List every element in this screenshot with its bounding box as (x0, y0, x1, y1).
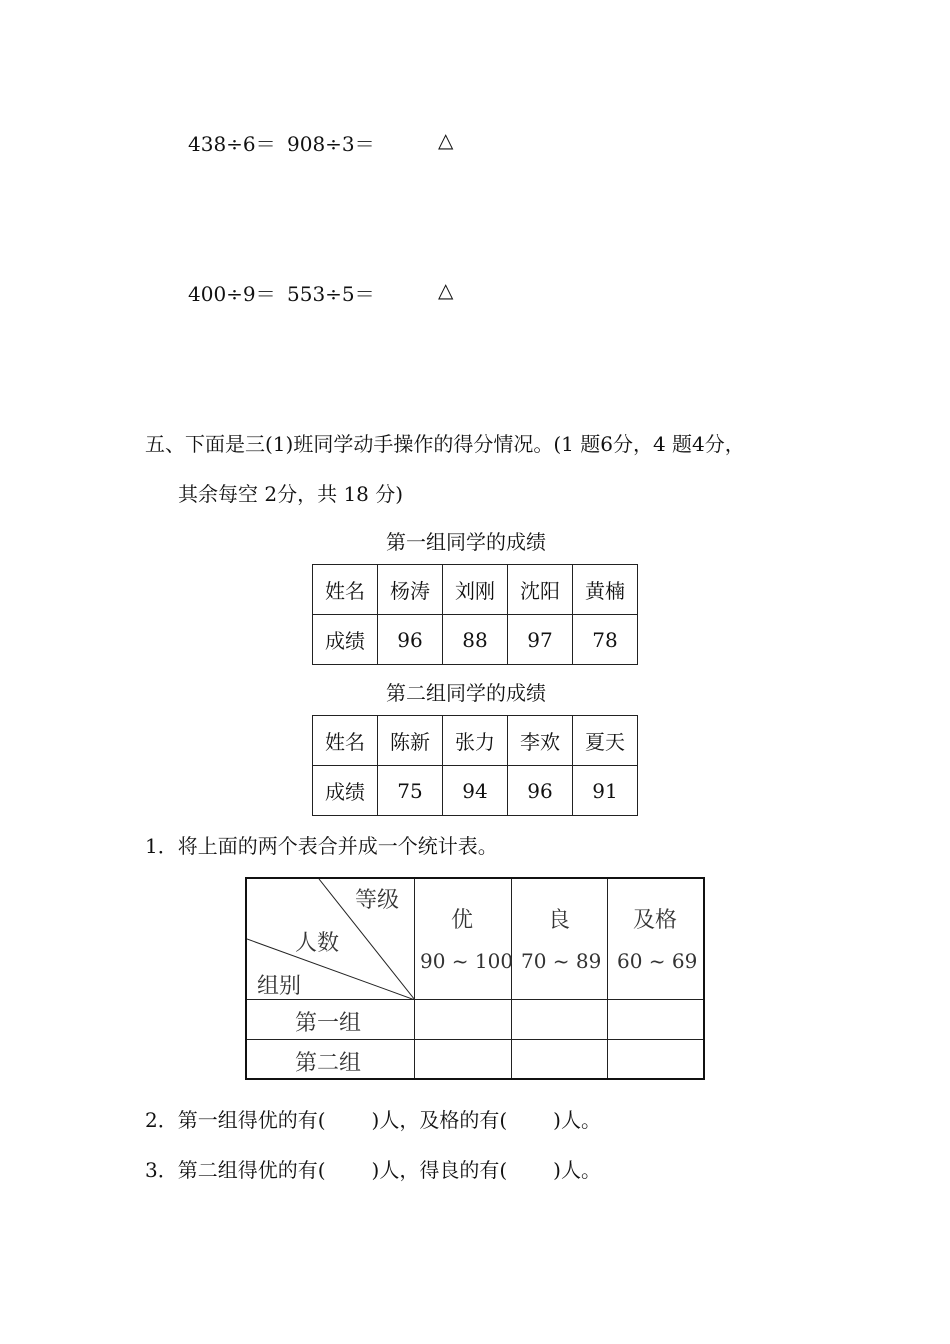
question-3-part2: )人，得良的有( (371, 1158, 508, 1182)
score-header: 成绩 (313, 615, 378, 665)
question-3-part3: )人。 (553, 1158, 601, 1182)
question-1: 1．将上面的两个表合并成一个统计表。 (145, 834, 498, 858)
column-range-excellent: 90 ~ 100 (420, 949, 514, 973)
column-label-good: 良 (548, 908, 571, 933)
student-name: 夏天 (573, 716, 638, 766)
student-score: 97 (508, 615, 573, 665)
equation-2a: 400÷9＝ (188, 282, 276, 306)
student-name: 李欢 (508, 716, 573, 766)
group1-table (312, 564, 638, 665)
column-range-pass: 60 ~ 69 (617, 949, 698, 973)
student-score: 78 (573, 615, 638, 665)
student-score: 96 (508, 766, 573, 816)
student-score: 75 (378, 766, 443, 816)
corner-group-label: 组别 (257, 974, 302, 999)
row-label-group2: 第二组 (295, 1051, 362, 1076)
student-name: 杨涛 (378, 565, 443, 615)
equation-1a: 438÷6＝ (188, 132, 276, 156)
student-name: 沈阳 (508, 565, 573, 615)
student-score: 88 (443, 615, 508, 665)
group2-table (312, 715, 638, 816)
student-name: 陈新 (378, 716, 443, 766)
section-title-line1: 五、下面是三(1)班同学动手操作的得分情况。(1 题6分，4 题4分， (145, 432, 745, 456)
section-title-line2: 其余每空 2分，共 18 分) (178, 482, 404, 506)
student-score: 94 (443, 766, 508, 816)
corner-grade-label: 等级 (355, 888, 400, 913)
student-name: 张力 (443, 716, 508, 766)
group2-caption: 第二组同学的成绩 (386, 681, 546, 705)
row-label-group1: 第一组 (295, 1011, 362, 1036)
row-divider (247, 999, 703, 1000)
question-3-part1: 3．第二组得优的有( (145, 1158, 326, 1182)
column-divider (414, 879, 415, 1078)
student-score: 96 (378, 615, 443, 665)
question-2 (145, 1104, 601, 1133)
student-score: 91 (573, 766, 638, 816)
question-2-part3: )人。 (553, 1108, 601, 1132)
table-row (313, 615, 638, 665)
score-header: 成绩 (313, 766, 378, 816)
student-name: 刘刚 (443, 565, 508, 615)
triangle-icon: △ (438, 128, 454, 152)
table-row (313, 766, 638, 816)
table-row (313, 716, 638, 766)
equation-1b: 908÷3＝ (287, 132, 375, 156)
student-name: 黄楠 (573, 565, 638, 615)
question-2-part1: 2．第一组得优的有( (145, 1108, 326, 1132)
table-row (313, 565, 638, 615)
group1-caption: 第一组同学的成绩 (386, 530, 546, 554)
question-3 (145, 1154, 601, 1183)
column-range-good: 70 ~ 89 (521, 949, 602, 973)
triangle-icon: △ (438, 278, 454, 302)
stat-table (245, 877, 705, 1080)
corner-count-label: 人数 (295, 931, 340, 956)
name-header: 姓名 (313, 716, 378, 766)
column-label-pass: 及格 (633, 908, 678, 933)
equation-2b: 553÷5＝ (287, 282, 375, 306)
row-divider (247, 1039, 703, 1040)
question-2-part2: )人，及格的有( (371, 1108, 508, 1132)
name-header: 姓名 (313, 565, 378, 615)
column-label-excellent: 优 (451, 908, 474, 933)
column-divider (607, 879, 608, 1078)
column-divider (511, 879, 512, 1078)
